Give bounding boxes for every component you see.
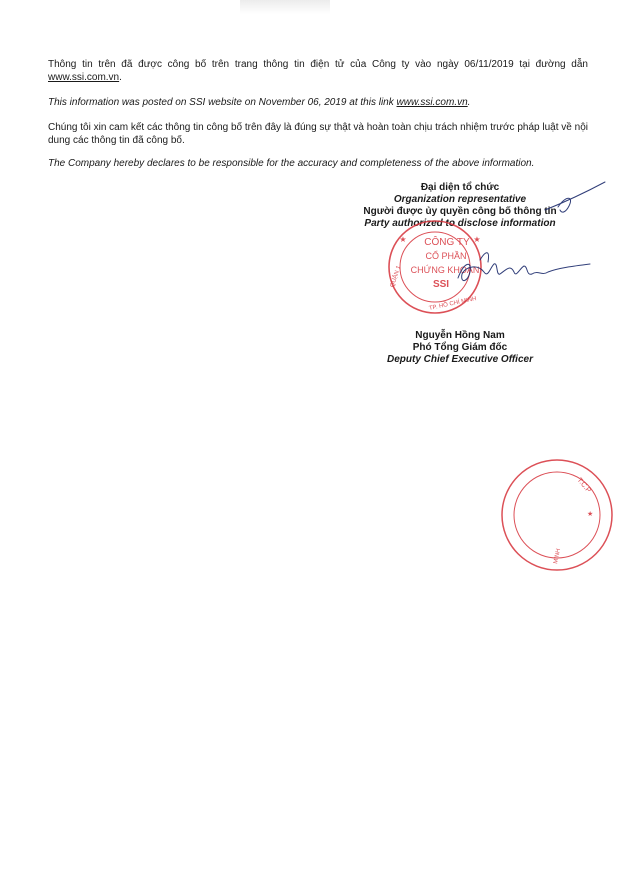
stamp-ring-bottom: TP. HỒ CHÍ MINH [428, 296, 478, 312]
posting-notice-en-end: . [467, 97, 471, 108]
posting-notice-vi [48, 58, 588, 84]
commitment-en: The Company hereby declares to be responsible for the accuracy and completeness of the above information. [48, 158, 535, 169]
signer-title-vi: Phó Tổng Giám đốc [412, 342, 508, 353]
authorized-vi: Người được ủy quyền công bố thông tin [363, 206, 557, 217]
signature-stroke-1 [545, 182, 605, 210]
commitment-vi: Chúng tôi xin cam kết các thông tin công bố trên đây là đúng sự thật và hoàn toàn chịu trách nhiệm trước pháp luật về nội dung các thông tin đã công bố. [48, 122, 588, 146]
org-rep-vi: Đại diện tổ chức [420, 182, 500, 193]
org-rep-en: Organization representative [393, 194, 527, 205]
website-link-en[interactable]: www.ssi.com.vn [396, 97, 468, 108]
stamp-ring-left: QUẬN 1 [389, 265, 403, 289]
scan-shade [240, 0, 330, 14]
posting-notice-vi-end: . [119, 72, 122, 83]
authorized-en: Party authorized to disclose information [364, 218, 556, 229]
partial-stamp-ring-top: T.C.P [575, 476, 592, 495]
posting-notice-vi-text: Thông tin trên đã được công bố trên trang thông tin điện tử của Công ty vào ngày 06/11/2019 tại đường dẫn [48, 59, 588, 70]
signer-name: Nguyễn Hồng Nam [415, 330, 505, 341]
stamp-line-2: CỔ PHẦN [425, 251, 467, 261]
partial-stamp-ring-bottom: MINH [553, 548, 563, 565]
posting-notice-en [48, 96, 588, 109]
partial-stamp [555, 458, 623, 573]
stamp-line-3: CHỨNG KHOÁN [410, 265, 480, 275]
stamp-line-4: SSI [432, 279, 450, 290]
stamp-line-1: CÔNG TY [424, 237, 470, 248]
signer-block [340, 330, 580, 366]
stamp-star-icon-2: ★ [473, 235, 481, 244]
handwritten-signature [440, 180, 610, 310]
website-link-vi[interactable]: www.ssi.com.vn [48, 72, 120, 83]
signature-stroke-3 [458, 264, 590, 281]
signature-stroke-4 [480, 253, 489, 262]
partial-stamp-star-icon: ★ [587, 511, 594, 518]
posting-notice-en-text: This information was posted on SSI website on November 06, 2019 at this link [48, 97, 394, 108]
signer-title-en: Deputy Chief Executive Officer [387, 354, 533, 365]
stamp-star-icon: ★ [399, 235, 407, 244]
